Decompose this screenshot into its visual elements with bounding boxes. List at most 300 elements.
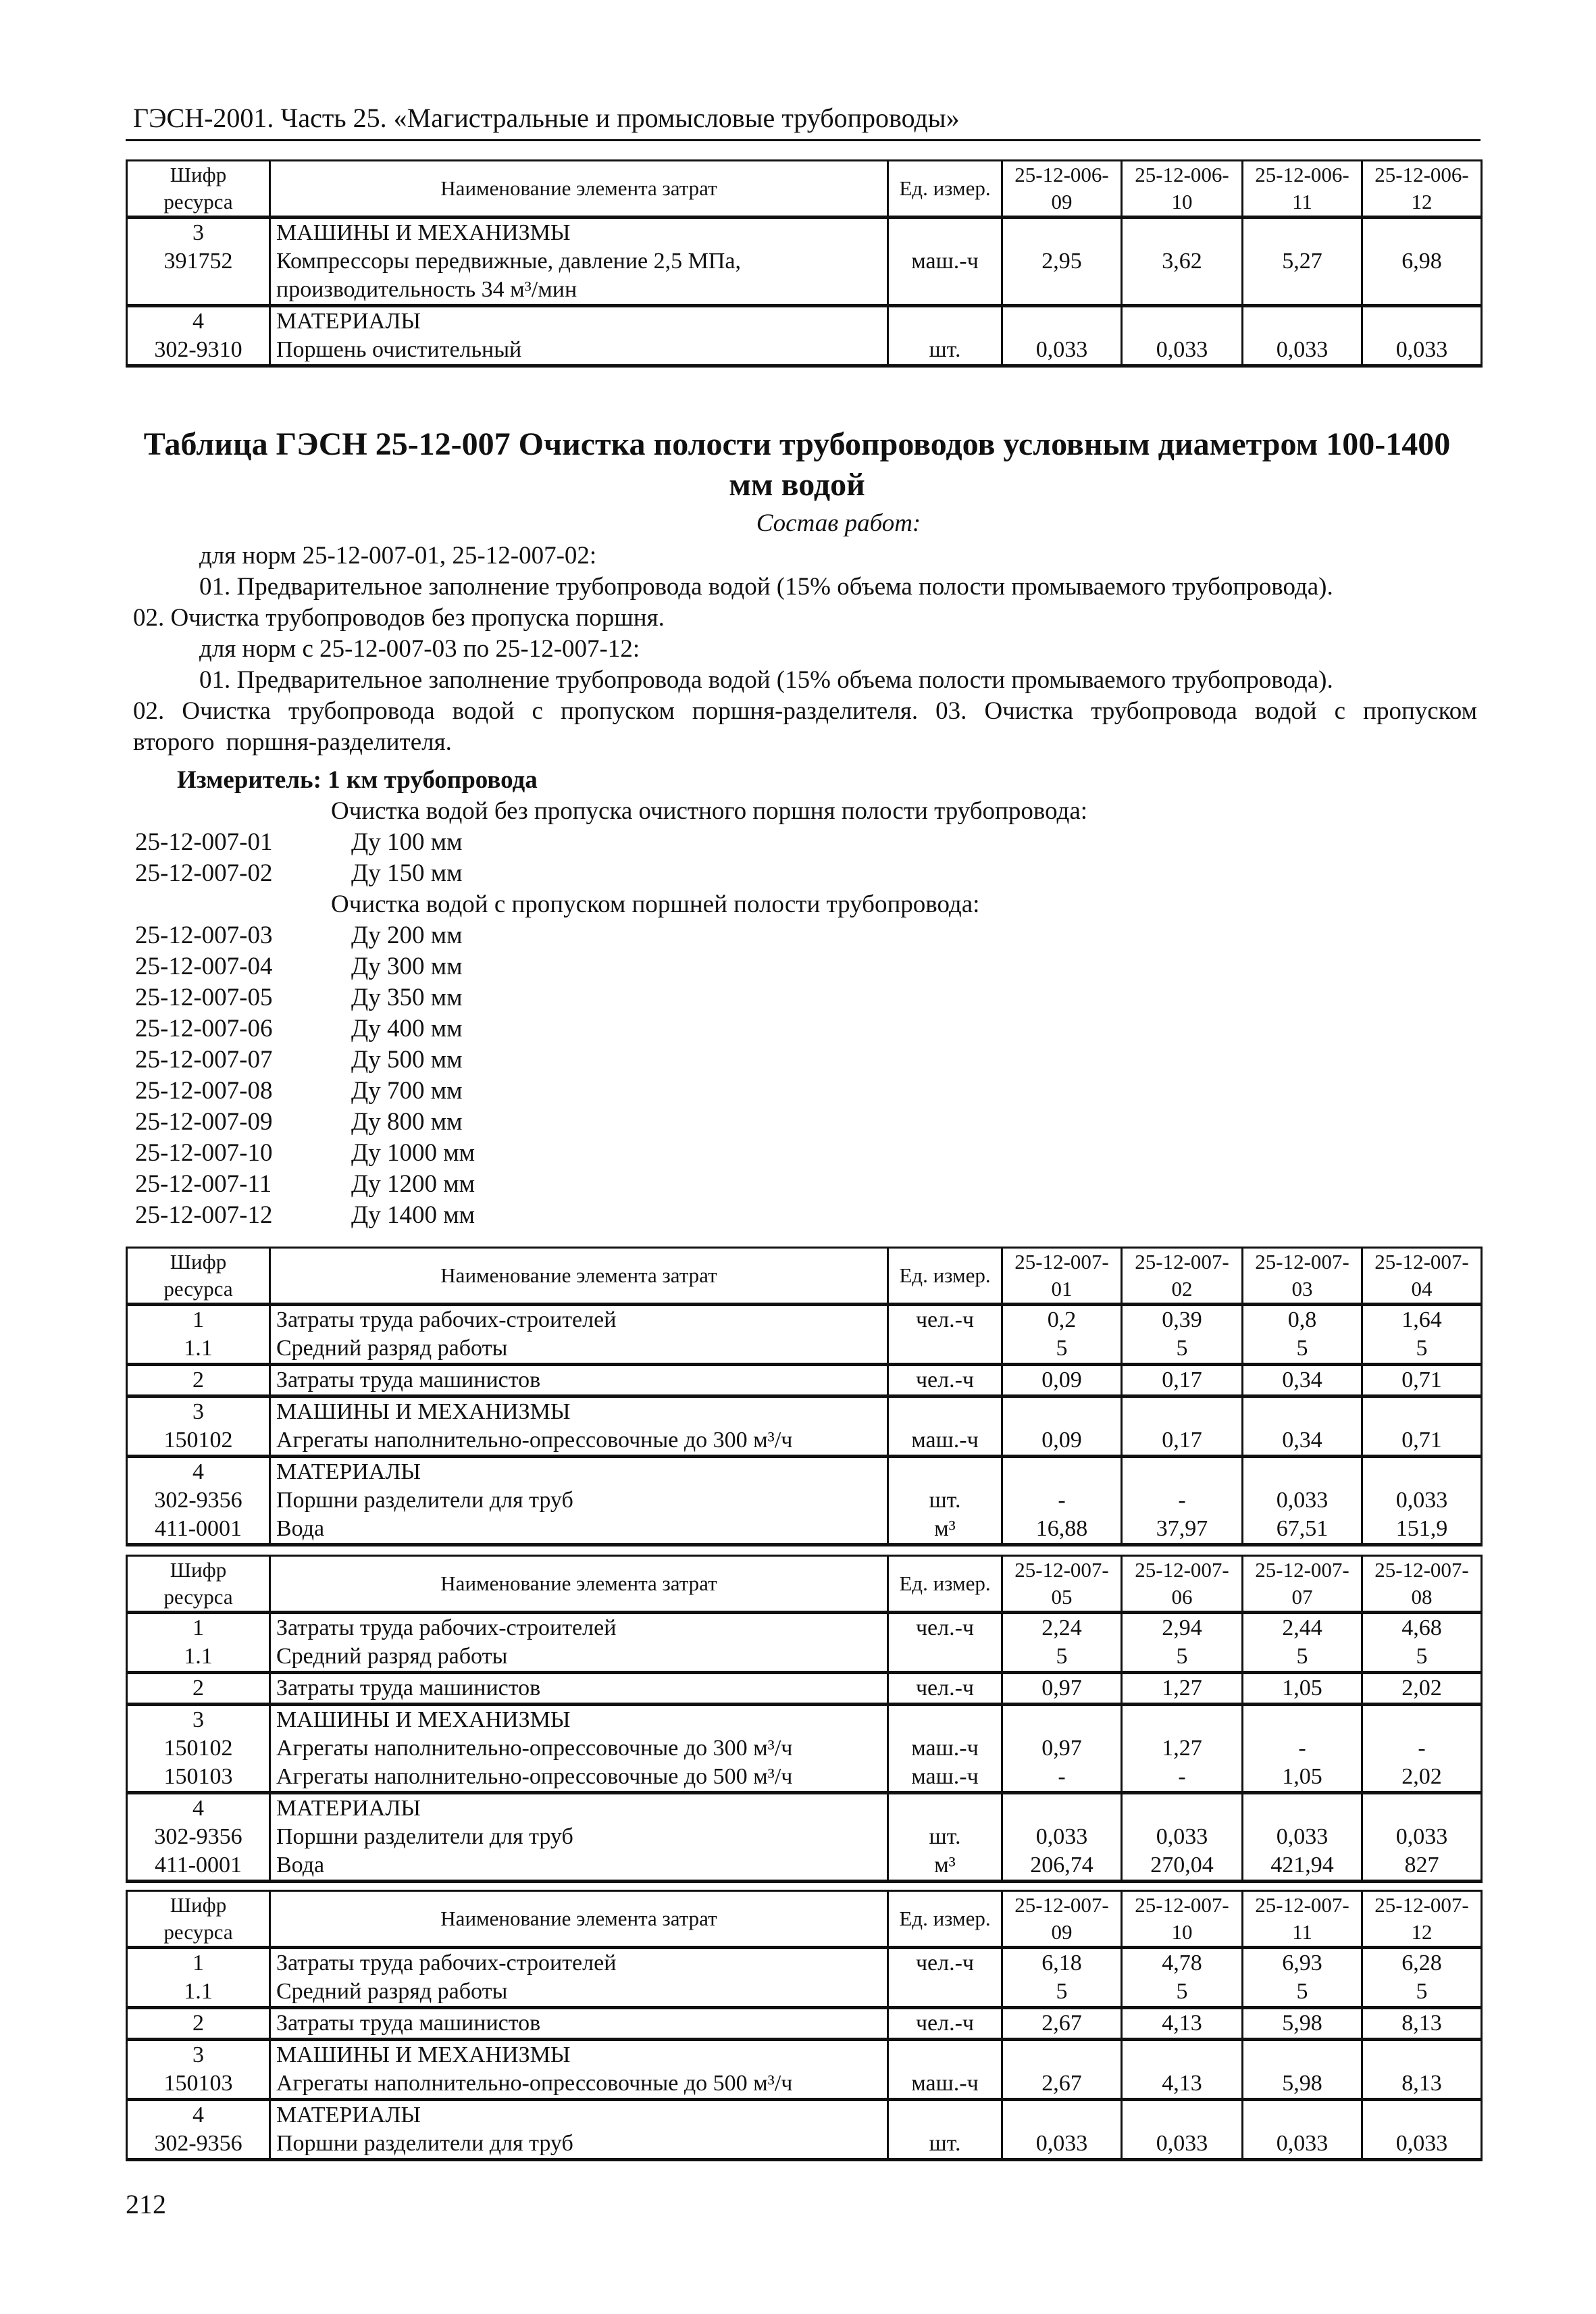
resource-group bbox=[127, 1305, 1482, 1365]
table-row bbox=[127, 1851, 1482, 1882]
resource-name: Агрегаты наполнительно-опрессовочные до 500 м³/ч bbox=[270, 1763, 888, 1793]
resource-value: 0,17 bbox=[1122, 1365, 1243, 1397]
table-row bbox=[127, 1948, 1482, 1978]
resource-name: МАШИНЫ И МЕХАНИЗМЫ bbox=[270, 1397, 888, 1427]
composition-line: 01. Предварительное заполнение трубопровода водой (15% объема полости промываемого трубопровода). bbox=[199, 666, 1333, 694]
column-header-name: Наименование элемента затрат bbox=[270, 1891, 888, 1948]
resource-name: МАТЕРИАЛЫ bbox=[270, 1793, 888, 1823]
resource-value: - bbox=[1002, 1763, 1122, 1793]
resource-value: 5 bbox=[1002, 1334, 1122, 1365]
resource-value: 1,27 bbox=[1122, 1673, 1243, 1705]
resource-group bbox=[127, 1673, 1482, 1705]
resource-code: 3 bbox=[127, 1397, 270, 1427]
resource-value bbox=[1243, 1397, 1362, 1427]
resource-unit bbox=[888, 1793, 1002, 1823]
column-header-name: Наименование элемента затрат bbox=[270, 1556, 888, 1613]
column-header-code: Шифр ресурса bbox=[127, 1891, 270, 1948]
resource-value bbox=[1122, 2040, 1243, 2070]
running-header: ГЭСН-2001. Часть 25. «Магистральные и промысловые трубопроводы» bbox=[133, 103, 960, 133]
resource-table-006 bbox=[126, 159, 1483, 368]
table-row bbox=[127, 1642, 1482, 1673]
resource-value bbox=[1122, 218, 1243, 248]
resource-value: 0,033 bbox=[1002, 336, 1122, 366]
resource-group bbox=[127, 2008, 1482, 2040]
resource-value bbox=[1122, 1457, 1243, 1487]
resource-code: 4 bbox=[127, 1793, 270, 1823]
resource-name: Затраты труда машинистов bbox=[270, 1365, 888, 1397]
resource-name: Затраты труда рабочих-строителей bbox=[270, 1305, 888, 1335]
resource-code: 302-9356 bbox=[127, 1823, 270, 1851]
resource-value bbox=[1362, 1793, 1482, 1823]
resource-name: Поршни разделители для труб bbox=[270, 2130, 888, 2160]
resource-group bbox=[127, 2100, 1482, 2160]
norm-diameter: Ду 800 мм bbox=[351, 1108, 463, 1136]
resource-value: 827 bbox=[1362, 1851, 1482, 1882]
resource-value: 2,24 bbox=[1002, 1613, 1122, 1643]
column-header-norm: 25-12-007-05 bbox=[1002, 1556, 1122, 1613]
resource-unit bbox=[888, 1334, 1002, 1365]
resource-value: 5 bbox=[1362, 1642, 1482, 1673]
resource-value: 1,05 bbox=[1243, 1763, 1362, 1793]
table-row bbox=[127, 1397, 1482, 1427]
resource-code: 302-9356 bbox=[127, 1486, 270, 1515]
resource-unit: чел.-ч bbox=[888, 1365, 1002, 1397]
resource-unit bbox=[888, 1705, 1002, 1735]
page-number: 212 bbox=[126, 2189, 166, 2219]
resource-value: 206,74 bbox=[1002, 1851, 1122, 1882]
table-row bbox=[127, 1365, 1482, 1397]
resource-code: 4 bbox=[127, 2100, 270, 2130]
resource-value bbox=[1362, 306, 1482, 336]
resource-value: 0,033 bbox=[1243, 1823, 1362, 1851]
composition-line: 01. Предварительное заполнение трубопровода водой (15% объема полости промываемого трубопровода). bbox=[199, 573, 1333, 601]
column-header-norm: 25-12-006-09 bbox=[1002, 161, 1122, 218]
resource-code: 3 bbox=[127, 218, 270, 248]
resource-unit: чел.-ч bbox=[888, 1305, 1002, 1335]
column-header-norm: 25-12-006-10 bbox=[1122, 161, 1243, 218]
resource-code: 411-0001 bbox=[127, 1851, 270, 1882]
resource-value: 5,98 bbox=[1243, 2069, 1362, 2100]
resource-name: Агрегаты наполнительно-опрессовочные до 300 м³/ч bbox=[270, 1426, 888, 1457]
resource-value: 8,13 bbox=[1362, 2069, 1482, 2100]
column-header-code: Шифр ресурса bbox=[127, 1248, 270, 1305]
table-row bbox=[127, 1793, 1482, 1823]
resource-value bbox=[1243, 218, 1362, 248]
column-header-code: Шифр ресурса bbox=[127, 1556, 270, 1613]
resource-value: 0,39 bbox=[1122, 1305, 1243, 1335]
resource-value: 270,04 bbox=[1122, 1851, 1243, 1882]
table-row bbox=[127, 2130, 1482, 2160]
resource-value: 4,78 bbox=[1122, 1948, 1243, 1978]
table-row bbox=[127, 1305, 1482, 1335]
resource-name: Вода bbox=[270, 1851, 888, 1882]
column-header-norm: 25-12-007-11 bbox=[1243, 1891, 1362, 1948]
resource-code: 1.1 bbox=[127, 1334, 270, 1365]
resource-unit bbox=[888, 2040, 1002, 2070]
resource-code: 1.1 bbox=[127, 1978, 270, 2008]
resource-name: Средний разряд работы bbox=[270, 1334, 888, 1365]
resource-value bbox=[1002, 218, 1122, 248]
resource-value: 0,033 bbox=[1243, 2130, 1362, 2160]
resource-value: 0,17 bbox=[1122, 1426, 1243, 1457]
resource-value: 0,033 bbox=[1122, 336, 1243, 366]
resource-unit: шт. bbox=[888, 2130, 1002, 2160]
resource-code: 3 bbox=[127, 1705, 270, 1735]
resource-value bbox=[1243, 1793, 1362, 1823]
resource-value: 2,02 bbox=[1362, 1763, 1482, 1793]
table-row bbox=[127, 1613, 1482, 1643]
table-row bbox=[127, 247, 1482, 306]
resource-code: 3 bbox=[127, 2040, 270, 2070]
resource-name: МАШИНЫ И МЕХАНИЗМЫ bbox=[270, 218, 888, 248]
resource-code: 1.1 bbox=[127, 1642, 270, 1673]
resource-value bbox=[1243, 2040, 1362, 2070]
resource-name: Агрегаты наполнительно-опрессовочные до 500 м³/ч bbox=[270, 2069, 888, 2100]
resource-value bbox=[1122, 306, 1243, 336]
norm-code: 25-12-007-10 bbox=[135, 1139, 273, 1167]
resource-value: 0,033 bbox=[1122, 2130, 1243, 2160]
resource-value: 151,9 bbox=[1362, 1515, 1482, 1545]
resource-name: МАТЕРИАЛЫ bbox=[270, 306, 888, 336]
resource-value bbox=[1243, 306, 1362, 336]
resource-value: 0,033 bbox=[1362, 1486, 1482, 1515]
resource-value bbox=[1002, 1793, 1122, 1823]
resource-unit bbox=[888, 1457, 1002, 1487]
resource-value: 6,93 bbox=[1243, 1948, 1362, 1978]
resource-unit: м³ bbox=[888, 1851, 1002, 1882]
table-row bbox=[127, 306, 1482, 336]
table-row bbox=[127, 1334, 1482, 1365]
norm-diameter: Ду 150 мм bbox=[351, 859, 463, 887]
resource-value: 6,98 bbox=[1362, 247, 1482, 306]
column-header-norm: 25-12-007-07 bbox=[1243, 1556, 1362, 1613]
resource-value: 1,05 bbox=[1243, 1673, 1362, 1705]
resource-group bbox=[127, 306, 1482, 366]
resource-value: 5 bbox=[1243, 1642, 1362, 1673]
resource-code: 411-0001 bbox=[127, 1515, 270, 1545]
resource-value: 5 bbox=[1122, 1334, 1243, 1365]
resource-code: 1 bbox=[127, 1305, 270, 1335]
resource-group bbox=[127, 1793, 1482, 1882]
resource-value bbox=[1122, 2100, 1243, 2130]
resource-unit: чел.-ч bbox=[888, 1613, 1002, 1643]
resource-value bbox=[1002, 2040, 1122, 2070]
resource-table-007-09-12 bbox=[126, 1890, 1483, 2161]
norm-diameter: Ду 500 мм bbox=[351, 1046, 463, 1074]
resource-value: 0,033 bbox=[1362, 1823, 1482, 1851]
resource-name: МАТЕРИАЛЫ bbox=[270, 1457, 888, 1487]
norm-code: 25-12-007-03 bbox=[135, 922, 273, 949]
resource-value: 4,13 bbox=[1122, 2069, 1243, 2100]
resource-value: 0,71 bbox=[1362, 1426, 1482, 1457]
resource-group bbox=[127, 1948, 1482, 2008]
resource-value: 0,09 bbox=[1002, 1426, 1122, 1457]
table-row bbox=[127, 1457, 1482, 1487]
resource-group bbox=[127, 1397, 1482, 1457]
resource-value: 5 bbox=[1362, 1978, 1482, 2008]
resource-unit: м³ bbox=[888, 1515, 1002, 1545]
table-row bbox=[127, 1426, 1482, 1457]
resource-unit bbox=[888, 1978, 1002, 2008]
resource-value: 16,88 bbox=[1002, 1515, 1122, 1545]
resource-value: 5 bbox=[1122, 1978, 1243, 2008]
resource-value: 3,62 bbox=[1122, 247, 1243, 306]
norm-diameter: Ду 300 мм bbox=[351, 953, 463, 980]
table-row bbox=[127, 1978, 1482, 2008]
resource-value: 5 bbox=[1122, 1642, 1243, 1673]
norm-diameter: Ду 700 мм bbox=[351, 1077, 463, 1105]
resource-code: 150102 bbox=[127, 1734, 270, 1763]
measurer: Измеритель: 1 км трубопровода bbox=[177, 766, 538, 794]
resource-value bbox=[1002, 306, 1122, 336]
resource-value: 2,44 bbox=[1243, 1613, 1362, 1643]
resource-code: 1 bbox=[127, 1948, 270, 1978]
resource-value: - bbox=[1243, 1734, 1362, 1763]
resource-value: 2,95 bbox=[1002, 247, 1122, 306]
column-header-norm: 25-12-007-09 bbox=[1002, 1891, 1122, 1948]
resource-unit: шт. bbox=[888, 1486, 1002, 1515]
resource-value bbox=[1362, 1457, 1482, 1487]
resource-value: 0,97 bbox=[1002, 1734, 1122, 1763]
resource-value bbox=[1002, 2100, 1122, 2130]
table-row bbox=[127, 218, 1482, 248]
subheading: Очистка водой с пропуском поршней полости трубопровода: bbox=[331, 890, 980, 918]
resource-value bbox=[1362, 2100, 1482, 2130]
resource-value: - bbox=[1362, 1734, 1482, 1763]
norm-code: 25-12-007-11 bbox=[135, 1170, 272, 1198]
resource-group bbox=[127, 1705, 1482, 1793]
resource-unit: маш.-ч bbox=[888, 1426, 1002, 1457]
resource-name: Затраты труда рабочих-строителей bbox=[270, 1948, 888, 1978]
resource-group bbox=[127, 1365, 1482, 1397]
resource-value: 5 bbox=[1243, 1978, 1362, 2008]
column-header-unit: Ед. измер. bbox=[888, 1891, 1002, 1948]
table-row bbox=[127, 1673, 1482, 1705]
norm-code: 25-12-007-08 bbox=[135, 1077, 273, 1105]
resource-value bbox=[1243, 2100, 1362, 2130]
resource-unit bbox=[888, 1397, 1002, 1427]
resource-table-007-01-04 bbox=[126, 1247, 1483, 1546]
resource-value: - bbox=[1002, 1486, 1122, 1515]
table-title: Таблица ГЭСН 25-12-007 Очистка полости трубопроводов условным диаметром 100-1400 мм водой bbox=[143, 426, 1451, 503]
resource-value: 0,033 bbox=[1122, 1823, 1243, 1851]
column-header-unit: Ед. измер. bbox=[888, 161, 1002, 218]
resource-value: 0,033 bbox=[1243, 1486, 1362, 1515]
column-header-norm: 25-12-007-06 bbox=[1122, 1556, 1243, 1613]
table-row bbox=[127, 2008, 1482, 2040]
resource-value: 5 bbox=[1362, 1334, 1482, 1365]
resource-group bbox=[127, 218, 1482, 306]
resource-unit: чел.-ч bbox=[888, 1948, 1002, 1978]
resource-unit bbox=[888, 218, 1002, 248]
table-row bbox=[127, 336, 1482, 366]
resource-unit bbox=[888, 1642, 1002, 1673]
resource-name: Агрегаты наполнительно-опрессовочные до 300 м³/ч bbox=[270, 1734, 888, 1763]
column-header-norm: 25-12-007-04 bbox=[1362, 1248, 1482, 1305]
resource-unit: чел.-ч bbox=[888, 1673, 1002, 1705]
composition-line: 02. Очистка трубопровода водой с пропуском поршня-разделителя. 03. Очистка трубопровода водой с пропуском второго поршня-разделителя. bbox=[133, 697, 1477, 756]
resource-value bbox=[1362, 2040, 1482, 2070]
resource-group bbox=[127, 1613, 1482, 1673]
resource-name: Поршни разделители для труб bbox=[270, 1823, 888, 1851]
norm-code: 25-12-007-04 bbox=[135, 953, 273, 980]
table-row bbox=[127, 1486, 1482, 1515]
resource-value: 6,18 bbox=[1002, 1948, 1122, 1978]
norm-code: 25-12-007-07 bbox=[135, 1046, 273, 1074]
resource-value: 0,033 bbox=[1243, 336, 1362, 366]
resource-value: 4,13 bbox=[1122, 2008, 1243, 2040]
resource-value: 1,27 bbox=[1122, 1734, 1243, 1763]
resource-value: 0,033 bbox=[1362, 2130, 1482, 2160]
resource-code: 2 bbox=[127, 2008, 270, 2040]
composition-line: для норм с 25-12-007-03 по 25-12-007-12: bbox=[199, 635, 640, 663]
resource-value: 0,2 bbox=[1002, 1305, 1122, 1335]
resource-value bbox=[1122, 1793, 1243, 1823]
resource-value bbox=[1122, 1397, 1243, 1427]
resource-value: 0,8 bbox=[1243, 1305, 1362, 1335]
column-header-norm: 25-12-007-01 bbox=[1002, 1248, 1122, 1305]
table-row bbox=[127, 2100, 1482, 2130]
resource-code: 2 bbox=[127, 1673, 270, 1705]
column-header-unit: Ед. измер. bbox=[888, 1556, 1002, 1613]
resource-unit bbox=[888, 2100, 1002, 2130]
resource-unit: маш.-ч bbox=[888, 2069, 1002, 2100]
resource-value: 1,64 bbox=[1362, 1305, 1482, 1335]
resource-value: 5 bbox=[1002, 1642, 1122, 1673]
header-row bbox=[127, 1891, 1482, 1948]
table-row bbox=[127, 1734, 1482, 1763]
resource-name: МАТЕРИАЛЫ bbox=[270, 2100, 888, 2130]
resource-value bbox=[1243, 1457, 1362, 1487]
resource-name: Средний разряд работы bbox=[270, 1642, 888, 1673]
norm-code: 25-12-007-06 bbox=[135, 1015, 273, 1042]
resource-name: Компрессоры передвижные, давление 2,5 МПа, производительность 34 м³/мин bbox=[270, 247, 888, 306]
resource-value: 5,27 bbox=[1243, 247, 1362, 306]
norm-code: 25-12-007-02 bbox=[135, 859, 273, 887]
resource-value: 2,94 bbox=[1122, 1613, 1243, 1643]
resource-name: Затраты труда рабочих-строителей bbox=[270, 1613, 888, 1643]
resource-value bbox=[1362, 1705, 1482, 1735]
resource-name: Поршень очистительный bbox=[270, 336, 888, 366]
resource-value bbox=[1122, 1705, 1243, 1735]
resource-value: 421,94 bbox=[1243, 1851, 1362, 1882]
resource-value: 5 bbox=[1243, 1334, 1362, 1365]
resource-unit: маш.-ч bbox=[888, 1734, 1002, 1763]
resource-value bbox=[1002, 1705, 1122, 1735]
table-row bbox=[127, 1515, 1482, 1545]
resource-value: 6,28 bbox=[1362, 1948, 1482, 1978]
resource-value: 5,98 bbox=[1243, 2008, 1362, 2040]
norm-diameter: Ду 1000 мм bbox=[351, 1139, 475, 1167]
resource-name: МАШИНЫ И МЕХАНИЗМЫ bbox=[270, 1705, 888, 1735]
resource-value: 5 bbox=[1002, 1978, 1122, 2008]
norm-diameter: Ду 200 мм bbox=[351, 922, 463, 949]
column-header-norm: 25-12-007-03 bbox=[1243, 1248, 1362, 1305]
norm-code: 25-12-007-01 bbox=[135, 828, 273, 856]
column-header-norm: 25-12-007-12 bbox=[1362, 1891, 1482, 1948]
resource-value: - bbox=[1122, 1763, 1243, 1793]
norm-diameter: Ду 400 мм bbox=[351, 1015, 463, 1042]
norm-diameter: Ду 350 мм bbox=[351, 984, 463, 1011]
resource-value bbox=[1362, 218, 1482, 248]
header-divider bbox=[126, 139, 1481, 141]
table-row bbox=[127, 2069, 1482, 2100]
column-header-code: Шифр ресурса bbox=[127, 161, 270, 218]
resource-value: 67,51 bbox=[1243, 1515, 1362, 1545]
resource-value: 8,13 bbox=[1362, 2008, 1482, 2040]
header-row bbox=[127, 161, 1482, 218]
resource-value bbox=[1002, 1397, 1122, 1427]
resource-name: Вода bbox=[270, 1515, 888, 1545]
composition-line: 02. Очистка трубопроводов без пропуска поршня. bbox=[133, 604, 665, 632]
norm-code: 25-12-007-05 bbox=[135, 984, 273, 1011]
resource-code: 4 bbox=[127, 306, 270, 336]
table-row bbox=[127, 1705, 1482, 1735]
table-row bbox=[127, 1763, 1482, 1793]
resource-unit bbox=[888, 306, 1002, 336]
resource-value: 2,67 bbox=[1002, 2069, 1122, 2100]
resource-code: 391752 bbox=[127, 247, 270, 306]
column-header-norm: 25-12-007-10 bbox=[1122, 1891, 1243, 1948]
resource-code: 4 bbox=[127, 1457, 270, 1487]
resource-code: 1 bbox=[127, 1613, 270, 1643]
resource-value: 2,02 bbox=[1362, 1673, 1482, 1705]
resource-value: - bbox=[1122, 1486, 1243, 1515]
resource-name: Затраты труда машинистов bbox=[270, 2008, 888, 2040]
resource-unit: чел.-ч bbox=[888, 2008, 1002, 2040]
resource-value: 2,67 bbox=[1002, 2008, 1122, 2040]
resource-name: Затраты труда машинистов bbox=[270, 1673, 888, 1705]
resource-value: 0,34 bbox=[1243, 1426, 1362, 1457]
column-header-norm: 25-12-007-02 bbox=[1122, 1248, 1243, 1305]
resource-name: МАШИНЫ И МЕХАНИЗМЫ bbox=[270, 2040, 888, 2070]
resource-value: 0,34 bbox=[1243, 1365, 1362, 1397]
subheading: Очистка водой без пропуска очистного поршня полости трубопровода: bbox=[331, 797, 1088, 825]
column-header-name: Наименование элемента затрат bbox=[270, 1248, 888, 1305]
resource-name: Средний разряд работы bbox=[270, 1978, 888, 2008]
resource-value: 0,97 bbox=[1002, 1673, 1122, 1705]
column-header-name: Наименование элемента затрат bbox=[270, 161, 888, 218]
resource-code: 302-9356 bbox=[127, 2130, 270, 2160]
table-row bbox=[127, 1823, 1482, 1851]
norm-diameter: Ду 100 мм bbox=[351, 828, 463, 856]
composition-title: Состав работ: bbox=[756, 509, 921, 537]
resource-unit: шт. bbox=[888, 336, 1002, 366]
resource-code: 150103 bbox=[127, 2069, 270, 2100]
resource-value: 0,09 bbox=[1002, 1365, 1122, 1397]
resource-unit: маш.-ч bbox=[888, 1763, 1002, 1793]
header-row bbox=[127, 1248, 1482, 1305]
resource-value: 0,033 bbox=[1362, 336, 1482, 366]
resource-value bbox=[1243, 1705, 1362, 1735]
resource-table-007-05-08 bbox=[126, 1555, 1483, 1883]
resource-value: 4,68 bbox=[1362, 1613, 1482, 1643]
norm-diameter: Ду 1200 мм bbox=[351, 1170, 475, 1198]
resource-group bbox=[127, 2040, 1482, 2100]
resource-value bbox=[1002, 1457, 1122, 1487]
table-row bbox=[127, 2040, 1482, 2070]
resource-group bbox=[127, 1457, 1482, 1545]
norm-code: 25-12-007-12 bbox=[135, 1201, 273, 1229]
resource-code: 2 bbox=[127, 1365, 270, 1397]
column-header-unit: Ед. измер. bbox=[888, 1248, 1002, 1305]
norm-diameter: Ду 1400 мм bbox=[351, 1201, 475, 1229]
resource-code: 150103 bbox=[127, 1763, 270, 1793]
resource-code: 302-9310 bbox=[127, 336, 270, 366]
column-header-norm: 25-12-006-12 bbox=[1362, 161, 1482, 218]
resource-unit: маш.-ч bbox=[888, 247, 1002, 306]
resource-value: 37,97 bbox=[1122, 1515, 1243, 1545]
